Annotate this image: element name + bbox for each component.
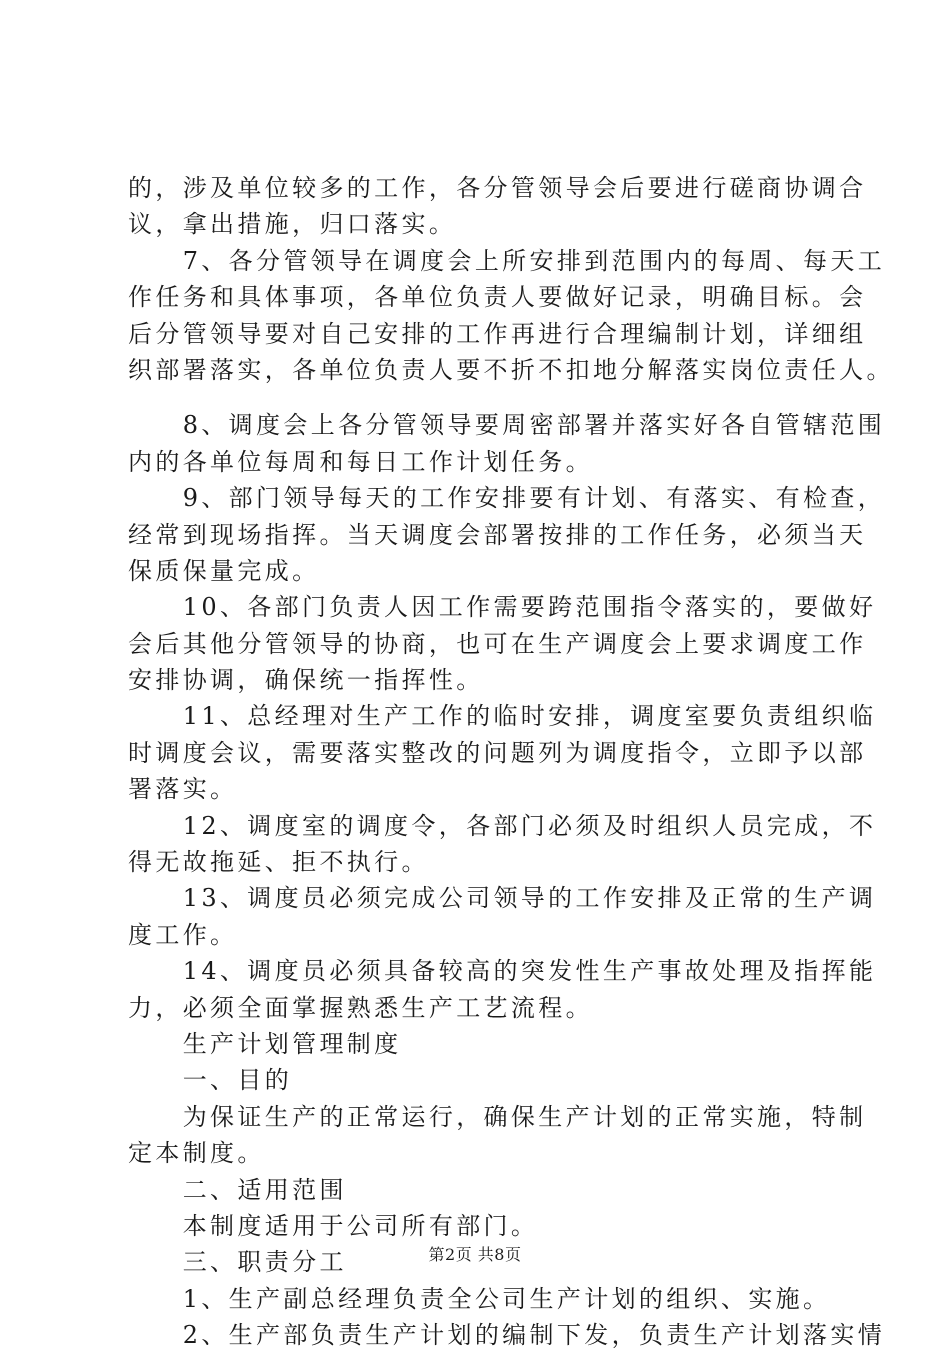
text-line: 12、调度室的调度令，各部门必须及时组织人员完成，不 (128, 811, 877, 840)
text-line: 内的各单位每周和每日工作计划任务。 (128, 447, 593, 476)
text-line: 议，拿出措施，归口落实。 (128, 210, 457, 239)
page-footer: 第2页 共8页 (428, 1245, 522, 1264)
text-line: 本制度适用于公司所有部门。 (128, 1211, 539, 1240)
text-line: 会后其他分管领导的协商，也可在生产调度会上要求调度工作 (128, 629, 867, 658)
text-line: 力，必须全面掌握熟悉生产工艺流程。 (128, 993, 593, 1022)
section-heading: 一、目的 (128, 1066, 293, 1095)
section-heading: 三、职责分工 (128, 1248, 347, 1277)
text-line: 时调度会议，需要落实整改的问题列为调度指令，立即予以部 (128, 738, 867, 767)
document-body (128, 170, 894, 1354)
text-line: 2、生产部负责生产计划的编制下发，负责生产计划落实情 (128, 1321, 886, 1350)
text-line: 经常到现场指挥。当天调度会部署按排的工作任务，必须当天 (128, 520, 867, 549)
text-line: 的，涉及单位较多的工作，各分管领导会后要进行磋商协调合 (128, 174, 867, 202)
text-line: 得无故拖延、拒不执行。 (128, 848, 429, 877)
section-heading: 二、适用范围 (128, 1175, 347, 1204)
text-line: 织部署落实，各单位负责人要不折不扣地分解落实岗位责任人。 (128, 355, 894, 384)
text-line: 度工作。 (128, 920, 238, 949)
text-line: 作任务和具体事项，各单位负责人要做好记录，明确目标。会 (128, 283, 867, 312)
text-line: 署落实。 (128, 775, 238, 804)
text-line: 安排协调，确保统一指挥性。 (128, 666, 484, 695)
text-line: 定本制度。 (128, 1139, 265, 1168)
text-line: 14、调度员必须具备较高的突发性生产事故处理及指挥能 (128, 957, 877, 986)
text-line: 13、调度员必须完成公司领导的工作安排及正常的生产调 (128, 884, 877, 913)
text-line: 后分管领导要对自己安排的工作再进行合理编制计划，详细组 (128, 319, 867, 348)
text-line: 7、各分管领导在调度会上所安排到范围内的每周、每天工 (128, 246, 886, 275)
text-line: 1、生产副总经理负责全公司生产计划的组织、实施。 (128, 1284, 831, 1313)
text-line: 10、各部门负责人因工作需要跨范围指令落实的，要做好 (128, 593, 877, 622)
text-line: 保质保量完成。 (128, 556, 320, 585)
text-line: 11、总经理对生产工作的临时安排，调度室要负责组织临 (128, 702, 877, 731)
text-line: 8、调度会上各分管领导要周密部署并落实好各自管辖范围 (128, 411, 886, 440)
text-line: 为保证生产的正常运行，确保生产计划的正常实施，特制 (128, 1102, 867, 1131)
section-heading: 生产计划管理制度 (128, 1029, 402, 1058)
text-line: 9、部门领导每天的工作安排要有计划、有落实、有检查， (128, 484, 886, 513)
